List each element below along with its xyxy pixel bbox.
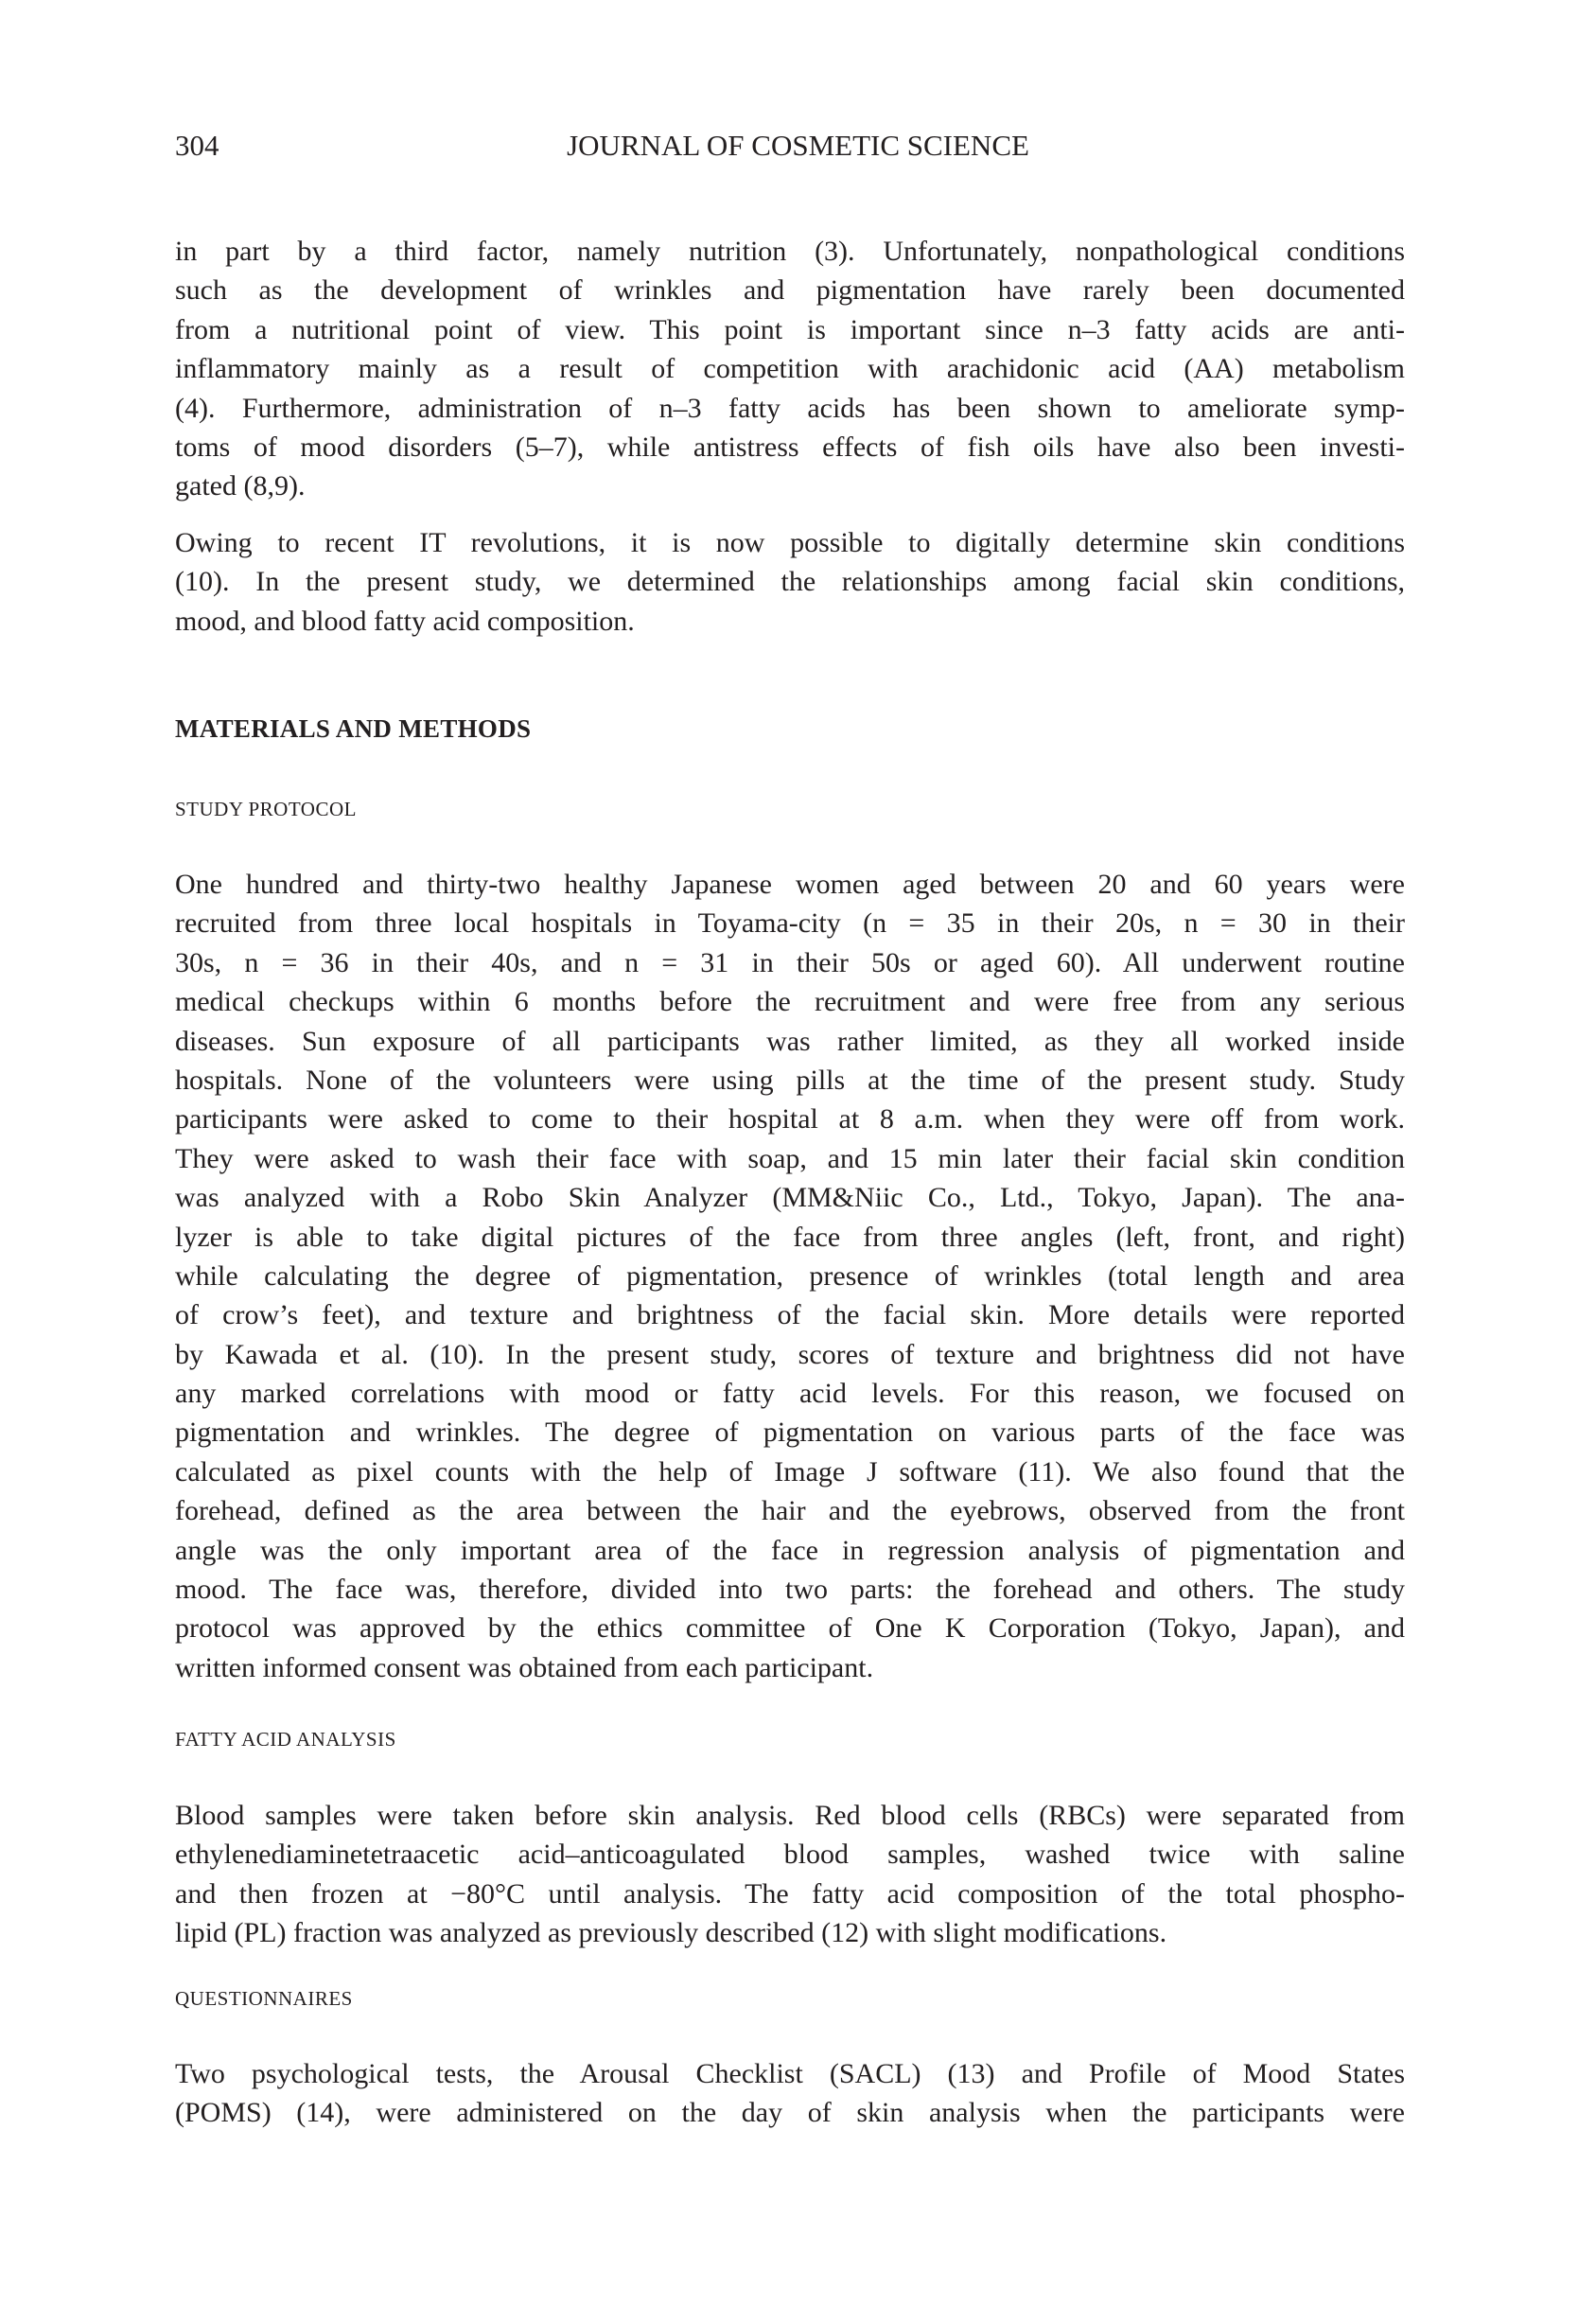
text-line: diseases. Sun exposure of all participants was rather limited, as they all worked inside	[175, 1025, 1405, 1057]
text-line: lyzer is able to take digital pictures of the face from three angles (left, front, and right)	[175, 1221, 1405, 1253]
section-heading: MATERIALS AND METHODS	[175, 714, 532, 743]
text-line: participants were asked to come to their hospital at 8 a.m. when they were off from work.	[175, 1103, 1405, 1135]
subsection-heading-study-protocol: STUDY PROTOCOL	[175, 798, 357, 820]
text-line: such as the development of wrinkles and pigmentation have rarely been documented	[175, 274, 1405, 307]
subsection-heading-questionnaires: QUESTIONNAIRES	[175, 1987, 353, 2010]
text-line: 30s, n = 36 in their 40s, and n = 31 in their 50s or aged 60). All underwent routine	[175, 946, 1405, 978]
text-line: forehead, defined as the area between the hair and the eyebrows, observed from the front	[175, 1495, 1405, 1527]
text-line: by Kawada et al. (10). In the present study, scores of texture and brightness did not have	[175, 1338, 1405, 1370]
text-line: They were asked to wash their face with soap, and 15 min later their facial skin condition	[175, 1142, 1405, 1174]
text-line: mood, and blood fatty acid composition.	[175, 605, 635, 637]
text-line: protocol was approved by the ethics committee of One K Corporation (Tokyo, Japan), and	[175, 1612, 1405, 1645]
page-number: 304	[175, 129, 219, 162]
fatty-acid-paragraph	[175, 1796, 1405, 1953]
text-line: was analyzed with a Robo Skin Analyzer (MM&Niic Co., Ltd., Tokyo, Japan). The ana-	[175, 1182, 1405, 1214]
text-line: of crow’s feet), and texture and brightness of the facial skin. More details were reported	[175, 1299, 1405, 1331]
text-line: written informed consent was obtained from each participant.	[175, 1651, 874, 1683]
text-line: from a nutritional point of view. This point is important since n–3 fatty acids are anti-	[175, 313, 1405, 345]
text-line: while calculating the degree of pigmentation, presence of wrinkles (total length and area	[175, 1259, 1405, 1292]
text-line: Two psychological tests, the Arousal Checklist (SACL) (13) and Profile of Mood States	[175, 2058, 1405, 2089]
questionnaires-paragraph	[175, 2054, 1405, 2133]
text-line: recruited from three local hospitals in Toyama-city (n = 35 in their 20s, n = 30 in their	[175, 907, 1405, 940]
text-line: ethylenediaminetetraacetic acid–anticoagulated blood samples, washed twice with saline	[175, 1839, 1405, 1871]
text-line: calculated as pixel counts with the help of Image J software (11). We also found that the	[175, 1455, 1405, 1487]
text-line: in part by a third factor, namely nutrition (3). Unfortunately, nonpathological conditions	[175, 236, 1405, 267]
text-line: Owing to recent IT revolutions, it is now possible to digitally determine skin conditions	[175, 527, 1405, 558]
text-line: and then frozen at −80°C until analysis. The fatty acid composition of the total phospho-	[175, 1877, 1405, 1910]
intro-paragraph-2	[175, 523, 1405, 641]
text-line: (10). In the present study, we determined the relationships among facial skin conditions,	[175, 566, 1405, 598]
text-line: angle was the only important area of the face in regression analysis of pigmentation and	[175, 1534, 1405, 1566]
text-line: toms of mood disorders (5–7), while antistress effects of fish oils have also been investi-	[175, 431, 1405, 463]
intro-paragraph-1	[175, 232, 1405, 506]
text-line: One hundred and thirty-two healthy Japanese women aged between 20 and 60 years were	[175, 869, 1405, 900]
text-line: mood. The face was, therefore, divided into two parts: the forehead and others. The study	[175, 1574, 1405, 1606]
text-line: any marked correlations with mood or fatty acid levels. For this reason, we focused on	[175, 1378, 1405, 1410]
running-header: JOURNAL OF COSMETIC SCIENCE	[567, 129, 1029, 162]
text-line: Blood samples were taken before skin analysis. Red blood cells (RBCs) were separated from	[175, 1800, 1405, 1831]
text-line: inflammatory mainly as a result of competition with arachidonic acid (AA) metabolism	[175, 353, 1405, 385]
text-line: (POMS) (14), were administered on the day of skin analysis when the participants were	[175, 2097, 1405, 2129]
study-protocol-paragraph	[175, 865, 1405, 1687]
text-line: hospitals. None of the volunteers were using pills at the time of the present study. Study	[175, 1064, 1405, 1096]
subsection-heading-fatty-acid: FATTY ACID ANALYSIS	[175, 1728, 396, 1751]
text-line: medical checkups within 6 months before the recruitment and were free from any serious	[175, 986, 1405, 1018]
text-line: lipid (PL) fraction was analyzed as previously described (12) with slight modifications.	[175, 1917, 1167, 1949]
text-line: pigmentation and wrinkles. The degree of pigmentation on various parts of the face was	[175, 1417, 1405, 1449]
text-line: gated (8,9).	[175, 470, 306, 502]
text-line: (4). Furthermore, administration of n–3 fatty acids has been shown to ameliorate symp-	[175, 392, 1405, 424]
